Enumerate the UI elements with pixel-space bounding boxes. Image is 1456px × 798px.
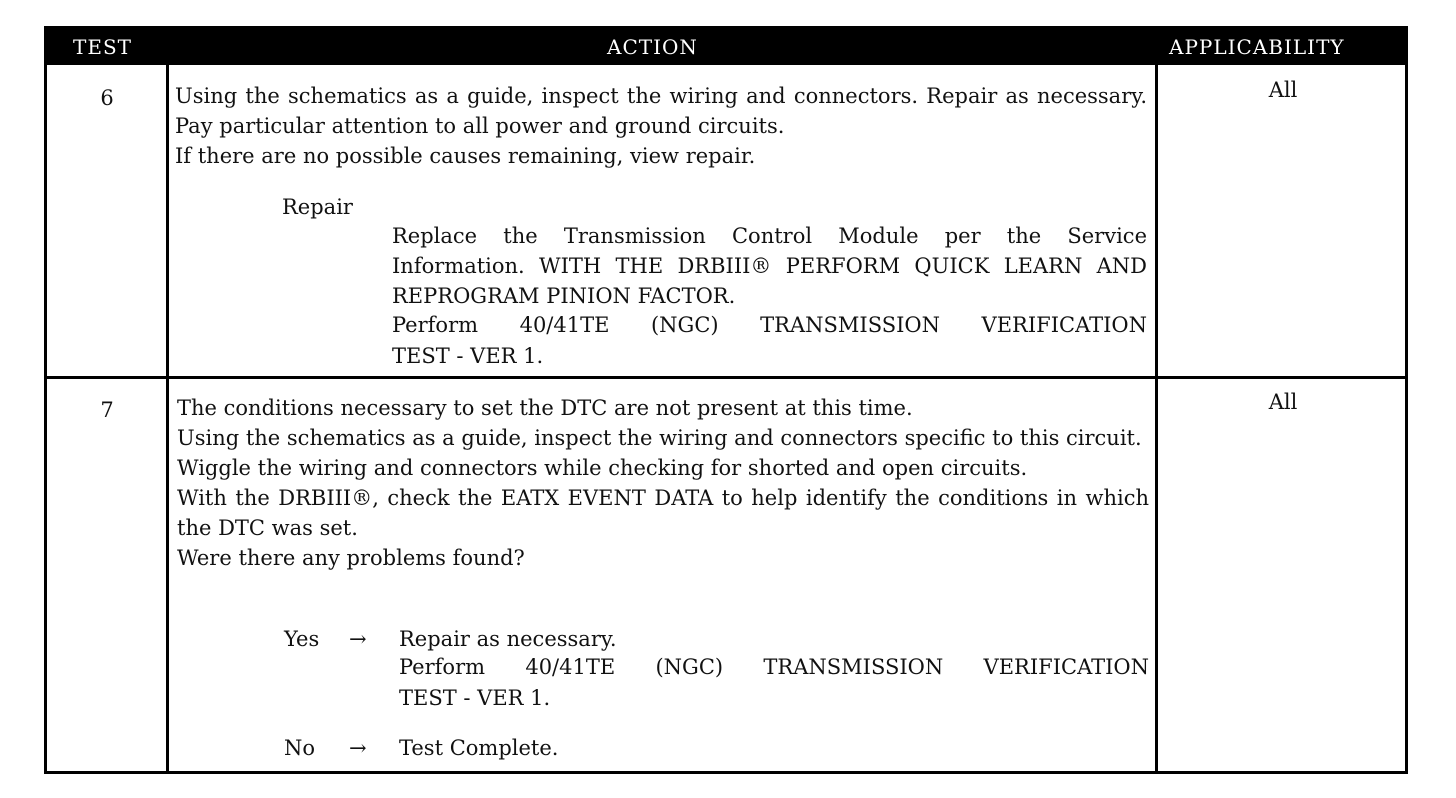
action-paragraph: If there are no possible causes remaining, view repair. [175, 144, 756, 168]
action-line: Using the schematics as a guide, inspect the wiring and connectors specific to this circuit. [177, 426, 1142, 450]
header-action: ACTION [607, 35, 698, 59]
no-text: Test Complete. [399, 736, 559, 760]
action-line: With the DRBIII®, check the EATX EVENT DATA to help identify the conditions in which the DTC was set. [177, 486, 1149, 540]
action-row-7 [177, 393, 1149, 573]
yes-text: TEST - VER 1. [399, 686, 551, 710]
no-label: No [284, 736, 316, 760]
table-header [47, 29, 1405, 65]
header-applicability: APPLICABILITY [1169, 35, 1345, 59]
test-number-6: 6 [100, 86, 114, 110]
repair-text: Replace the Transmission Control Module per the Service Information. WITH THE DRBIII® PERFORM QUICK LEARN AND REPROGRAM PINION FACTOR. [392, 224, 1147, 308]
column-divider [1155, 65, 1158, 771]
yes-text: Repair as necessary. [399, 627, 617, 651]
action-row-6 [175, 81, 1147, 171]
action-line: The conditions necessary to set the DTC are not present at this time. [177, 396, 913, 420]
row-divider [47, 376, 1405, 379]
applicability-7: All [1268, 390, 1298, 414]
diagnostic-table [44, 26, 1408, 774]
yes-text: Perform 40/41TE (NGC) TRANSMISSION VERIFICATION [399, 655, 1149, 679]
yes-label: Yes [284, 627, 320, 651]
header-test: TEST [73, 35, 132, 59]
action-line: Wiggle the wiring and connectors while checking for shorted and open circuits. [177, 456, 1028, 480]
repair-text: TEST - VER 1. [392, 344, 544, 368]
repair-label: Repair [282, 195, 353, 219]
arrow-icon: → [349, 627, 367, 651]
repair-text: Perform 40/41TE (NGC) TRANSMISSION VERIFICATION [392, 313, 1147, 337]
action-paragraph: Using the schematics as a guide, inspect the wiring and connectors. Repair as necessary. Pay particular attention to all power and ground circuits. [175, 84, 1147, 138]
applicability-6: All [1268, 78, 1298, 102]
arrow-icon: → [349, 736, 367, 760]
action-line: Were there any problems found? [177, 546, 525, 570]
test-number-7: 7 [100, 398, 114, 422]
